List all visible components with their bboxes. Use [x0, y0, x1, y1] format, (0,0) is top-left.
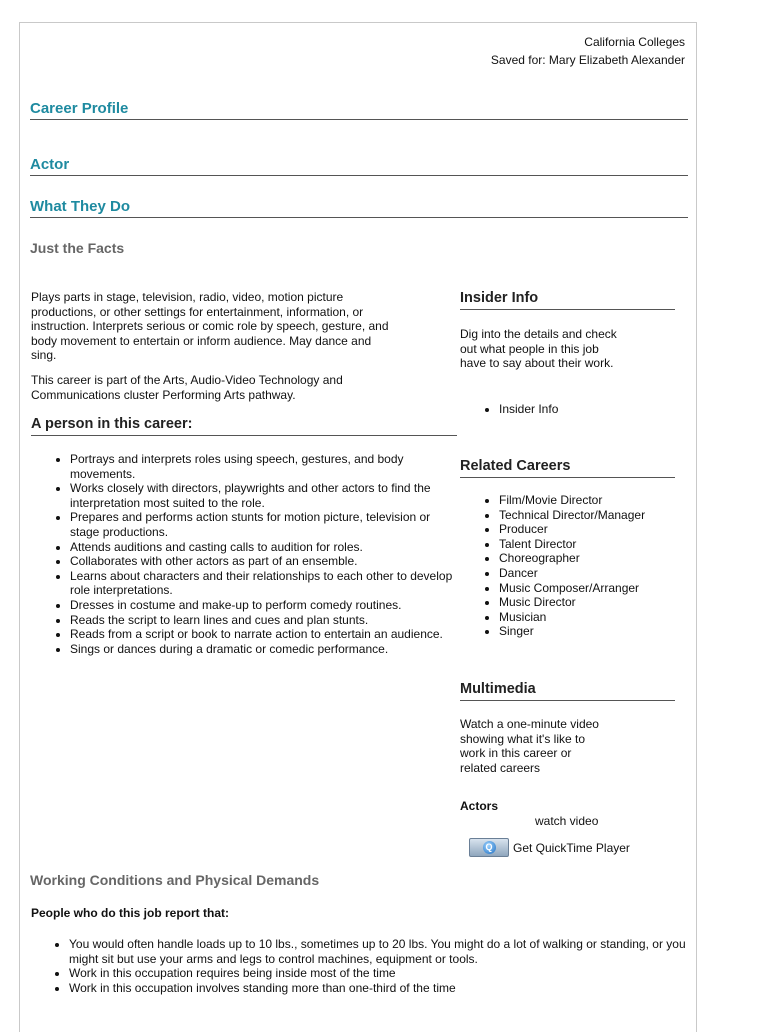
duty-item: Sings or dances during a dramatic or comedic performance.: [70, 642, 456, 657]
just-the-facts-heading: Just the Facts: [30, 240, 125, 256]
related-career-link[interactable]: Technical Director/Manager: [499, 508, 709, 523]
duty-item: Portrays and interprets roles using speech, gestures, and body movements.: [70, 452, 456, 481]
working-conditions-subtitle: People who do this job report that:: [31, 906, 229, 920]
watch-video-link[interactable]: watch video: [535, 814, 599, 828]
site-name: California Colleges: [584, 35, 685, 49]
multimedia-text: Watch a one-minute video showing what it's like to work in this career or related careers: [460, 717, 599, 775]
related-career-link[interactable]: Music Composer/Arranger: [499, 581, 709, 596]
related-career-link[interactable]: Film/Movie Director: [499, 493, 709, 508]
person-in-career-heading: A person in this career:: [31, 416, 457, 436]
duty-item: Dresses in costume and make-up to perform comedy routines.: [70, 598, 456, 613]
related-career-link[interactable]: Dancer: [499, 566, 709, 581]
working-conditions-heading: Working Conditions and Physical Demands: [30, 872, 320, 888]
duty-item: Collaborates with other actors as part of an ensemble.: [70, 554, 456, 569]
working-condition-item: Work in this occupation requires being inside most of the time: [69, 966, 697, 981]
related-career-link[interactable]: Talent Director: [499, 537, 709, 552]
video-title: Actors: [460, 799, 499, 813]
insider-info-heading: Insider Info: [460, 290, 675, 310]
career-title: Actor: [30, 156, 688, 176]
insider-info-text: Dig into the details and check out what people in this job have to say about their work.: [460, 327, 617, 371]
related-career-link[interactable]: Singer: [499, 624, 709, 639]
document-page: [19, 22, 697, 1032]
multimedia-heading: Multimedia: [460, 681, 675, 701]
quicktime-icon: Q: [483, 841, 496, 854]
person-duties-list: [32, 452, 456, 656]
saved-for: Saved for: Mary Elizabeth Alexander: [490, 53, 685, 67]
related-careers-heading: Related Careers: [460, 458, 675, 478]
quicktime-button[interactable]: [469, 838, 509, 857]
what-they-do-heading: What They Do: [30, 198, 688, 218]
duty-item: Learns about characters and their relationships to each other to develop role interpretations.: [70, 569, 456, 598]
related-career-link[interactable]: Choreographer: [499, 551, 709, 566]
working-conditions-list: [31, 937, 697, 995]
related-careers-list: [461, 493, 709, 639]
duty-item: Reads from a script or book to narrate action to entertain an audience.: [70, 627, 456, 642]
duty-item: Prepares and performs action stunts for motion picture, television or stage productions.: [70, 510, 456, 539]
insider-info-link[interactable]: Insider Info: [499, 402, 699, 417]
duty-item: Reads the script to learn lines and cues and plan stunts.: [70, 613, 456, 628]
working-condition-item: You would often handle loads up to 10 lbs., sometimes up to 20 lbs. You might do a lot of walking or standing, or you might sit but use your arms and legs to control machines, equipment or tools.: [69, 937, 697, 966]
career-description: Plays parts in stage, television, radio, video, motion picture productions, or other settings for entertainment, information, or instruction. Interprets serious or comic role by speech, gesture, and body movement to entertain or inform audience. May dance and sing.: [31, 290, 389, 363]
career-cluster-note: This career is part of the Arts, Audio-Video Technology and Communications cluster Performing Arts pathway.: [31, 373, 343, 402]
insider-info-links: [461, 402, 699, 417]
related-career-link[interactable]: Music Director: [499, 595, 709, 610]
duty-item: Works closely with directors, playwrights and other actors to find the interpretation most suited to the role.: [70, 481, 456, 510]
working-condition-item: Work in this occupation involves standing more than one-third of the time: [69, 981, 697, 996]
duty-item: Attends auditions and casting calls to audition for roles.: [70, 540, 456, 555]
related-career-link[interactable]: Musician: [499, 610, 709, 625]
get-quicktime-link[interactable]: Get QuickTime Player: [513, 841, 630, 855]
career-profile-heading: Career Profile: [30, 100, 688, 120]
related-career-link[interactable]: Producer: [499, 522, 709, 537]
